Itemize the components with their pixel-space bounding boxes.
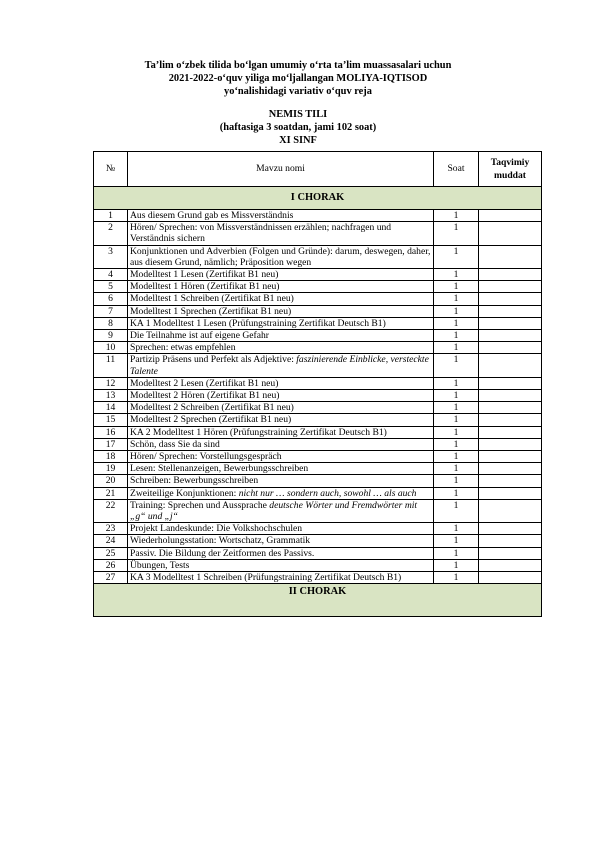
topic-italic-text: nicht nur … sondern auch, sowohl … als auch — [238, 487, 417, 499]
row-hours: 1 — [434, 245, 479, 268]
row-number: 23 — [94, 523, 128, 535]
table-row — [94, 330, 542, 342]
row-deadline — [479, 547, 542, 559]
row-topic — [128, 269, 434, 281]
row-hours: 1 — [434, 414, 479, 426]
row-number: 4 — [94, 269, 128, 281]
row-topic — [128, 222, 434, 245]
topic-text: Modelltest 2 Sprechen (Zertifikat B1 neu) — [130, 414, 292, 426]
header-line-1: Ta’lim o‘zbek tilida bo‘lgan umumiy o‘rta ta’lim muassasalari uchun — [144, 60, 452, 71]
curriculum-table — [93, 151, 542, 617]
header-hours: Soat — [434, 152, 479, 187]
header-line-2: 2021-2022-o‘quv yiliga mo‘ljallangan MOLIYA-IQTISOD — [168, 73, 428, 84]
row-topic — [128, 426, 434, 438]
row-deadline — [479, 402, 542, 414]
row-topic — [128, 523, 434, 535]
row-number: 1 — [94, 210, 128, 222]
row-deadline — [479, 559, 542, 571]
row-deadline — [479, 245, 542, 268]
table-row — [94, 414, 542, 426]
table-row — [94, 354, 542, 377]
row-topic — [128, 572, 434, 584]
topic-text: Sprechen: etwas empfehlen — [130, 342, 236, 354]
table-row — [94, 281, 542, 293]
topic-text: Hören/ Sprechen: Vorstellungsgespräch — [130, 451, 282, 463]
table-row — [94, 475, 542, 487]
row-topic — [128, 535, 434, 547]
row-topic — [128, 547, 434, 559]
row-topic — [128, 377, 434, 389]
row-hours: 1 — [434, 402, 479, 414]
row-hours: 1 — [434, 354, 479, 377]
table-row — [94, 377, 542, 389]
row-topic — [128, 475, 434, 487]
row-number: 25 — [94, 547, 128, 559]
section-title: II CHORAK — [94, 584, 542, 617]
row-hours: 1 — [434, 305, 479, 317]
row-hours: 1 — [434, 487, 479, 499]
header-number: № — [94, 152, 128, 187]
row-number: 12 — [94, 377, 128, 389]
row-deadline — [479, 426, 542, 438]
row-hours: 1 — [434, 559, 479, 571]
table-row — [94, 451, 542, 463]
row-hours: 1 — [434, 281, 479, 293]
row-deadline — [479, 451, 542, 463]
row-topic — [128, 402, 434, 414]
topic-text: Modelltest 1 Hören (Zertifikat B1 neu) — [130, 281, 280, 293]
topic-text: Modelltest 1 Lesen (Zertifikat B1 neu) — [130, 269, 279, 281]
table-row — [94, 210, 542, 222]
row-deadline — [479, 390, 542, 402]
topic-text: Die Teilnahme ist auf eigene Gefahr — [130, 330, 270, 342]
topic-text: Training: Sprechen und Aussprache — [130, 499, 270, 511]
row-hours: 1 — [434, 342, 479, 354]
row-number: 11 — [94, 354, 128, 377]
row-topic — [128, 438, 434, 450]
subject-title: NEMIS TILI — [268, 109, 328, 120]
row-number: 16 — [94, 426, 128, 438]
row-deadline — [479, 438, 542, 450]
row-topic — [128, 559, 434, 571]
section-row-2 — [94, 584, 542, 617]
row-deadline — [479, 317, 542, 329]
table-row — [94, 390, 542, 402]
row-number: 22 — [94, 499, 128, 522]
row-hours: 1 — [434, 210, 479, 222]
row-hours: 1 — [434, 499, 479, 522]
topic-italic-text: faszinierende Einblicke, versteckte Talente — [130, 354, 429, 377]
row-number: 7 — [94, 305, 128, 317]
table-row — [94, 547, 542, 559]
row-deadline — [479, 523, 542, 535]
header-topic: Mavzu nomi — [128, 152, 434, 187]
row-deadline — [479, 475, 542, 487]
grade-title: XI SINF — [279, 135, 317, 146]
topic-text: Schön, dass Sie da sind — [130, 438, 220, 450]
row-topic — [128, 317, 434, 329]
table-row — [94, 438, 542, 450]
row-hours: 1 — [434, 572, 479, 584]
row-topic — [128, 390, 434, 402]
subject-header — [0, 108, 596, 147]
topic-text: Modelltest 2 Lesen (Zertifikat B1 neu) — [130, 377, 279, 389]
topic-text: Hören/ Sprechen: von Missverständnissen erzählen; nachfragen und Verständnis sichern — [130, 222, 392, 245]
row-topic — [128, 245, 434, 268]
row-deadline — [479, 535, 542, 547]
row-topic — [128, 414, 434, 426]
table-row — [94, 317, 542, 329]
row-deadline — [479, 342, 542, 354]
topic-text: Modelltest 1 Sprechen (Zertifikat B1 neu) — [130, 305, 292, 317]
table-row — [94, 426, 542, 438]
row-number: 15 — [94, 414, 128, 426]
row-deadline — [479, 330, 542, 342]
row-number: 18 — [94, 451, 128, 463]
row-number: 13 — [94, 390, 128, 402]
row-hours: 1 — [434, 390, 479, 402]
row-topic — [128, 463, 434, 475]
row-hours: 1 — [434, 451, 479, 463]
topic-text: KA 2 Modelltest 1 Hören (Prüfungstraining Zertifikat Deutsch B1) — [130, 426, 387, 438]
topic-italic-text: deutsche Wörter und Fremdwörter mit „g“ und „j“ — [130, 499, 418, 523]
topic-text: Modelltest 1 Schreiben (Zertifikat B1 neu) — [130, 293, 294, 305]
row-deadline — [479, 487, 542, 499]
row-hours: 1 — [434, 317, 479, 329]
row-hours: 1 — [434, 463, 479, 475]
row-hours: 1 — [434, 523, 479, 535]
row-number: 5 — [94, 281, 128, 293]
row-number: 9 — [94, 330, 128, 342]
row-deadline — [479, 499, 542, 522]
row-hours: 1 — [434, 547, 479, 559]
row-deadline — [479, 222, 542, 245]
header-deadline: Taqvimiy muddat — [479, 152, 542, 187]
row-topic — [128, 330, 434, 342]
row-deadline — [479, 269, 542, 281]
table-row — [94, 293, 542, 305]
row-hours: 1 — [434, 535, 479, 547]
topic-text: KA 1 Modelltest 1 Lesen (Prüfungstraining Zertifikat Deutsch B1) — [130, 317, 386, 329]
row-hours: 1 — [434, 222, 479, 245]
row-number: 17 — [94, 438, 128, 450]
table-row — [94, 523, 542, 535]
topic-text: Modelltest 2 Schreiben (Zertifikat B1 neu) — [130, 402, 294, 414]
topic-text: Lesen: Stellenanzeigen, Bewerbungsschreiben — [130, 463, 309, 475]
table-row — [94, 269, 542, 281]
row-topic — [128, 487, 434, 499]
row-number: 24 — [94, 535, 128, 547]
row-deadline — [479, 305, 542, 317]
row-topic — [128, 451, 434, 463]
row-number: 26 — [94, 559, 128, 571]
table-header-row — [94, 152, 542, 187]
section-row-1 — [94, 187, 542, 210]
topic-text: Wiederholungsstation: Wortschatz, Grammatik — [130, 535, 311, 547]
row-hours: 1 — [434, 475, 479, 487]
row-deadline — [479, 414, 542, 426]
table-row — [94, 572, 542, 584]
table-row — [94, 499, 542, 522]
section-title: I CHORAK — [94, 187, 542, 210]
row-topic — [128, 354, 434, 377]
row-topic — [128, 210, 434, 222]
row-number: 2 — [94, 222, 128, 245]
row-topic — [128, 305, 434, 317]
topic-text: Konjunktionen und Adverbien (Folgen und Gründe): darum, deswegen, daher, aus diesem Grund, nämlich; Präposition wegen — [130, 245, 431, 268]
topic-text: Modelltest 2 Hören (Zertifikat B1 neu) — [130, 390, 280, 402]
row-deadline — [479, 572, 542, 584]
row-number: 6 — [94, 293, 128, 305]
table-row — [94, 535, 542, 547]
topic-text: KA 3 Modelltest 1 Schreiben (Prüfungstraining Zertifikat Deutsch B1) — [130, 572, 402, 584]
row-hours: 1 — [434, 269, 479, 281]
row-number: 19 — [94, 463, 128, 475]
row-number: 27 — [94, 572, 128, 584]
row-number: 14 — [94, 402, 128, 414]
row-number: 21 — [94, 487, 128, 499]
table-row — [94, 463, 542, 475]
table-row — [94, 342, 542, 354]
row-hours: 1 — [434, 377, 479, 389]
row-deadline — [479, 354, 542, 377]
topic-text: Passiv. Die Bildung der Zeitformen des Passivs. — [130, 547, 315, 559]
table-row — [94, 245, 542, 268]
row-number: 10 — [94, 342, 128, 354]
row-topic — [128, 293, 434, 305]
row-topic — [128, 281, 434, 293]
row-hours: 1 — [434, 426, 479, 438]
row-deadline — [479, 377, 542, 389]
row-deadline — [479, 281, 542, 293]
table-row — [94, 487, 542, 499]
table-row — [94, 305, 542, 317]
header-line-3: yo‘nalishidagi variativ o‘quv reja — [224, 86, 372, 97]
topic-text: Partizip Präsens und Perfekt als Adjektive: — [130, 354, 297, 366]
table-row — [94, 222, 542, 245]
row-deadline — [479, 210, 542, 222]
row-topic — [128, 499, 434, 522]
row-hours: 1 — [434, 330, 479, 342]
row-number: 3 — [94, 245, 128, 268]
row-number: 8 — [94, 317, 128, 329]
row-topic — [128, 342, 434, 354]
topic-text: Schreiben: Bewerbungsschreiben — [130, 475, 259, 487]
hours-summary: (haftasiga 3 soatdan, jami 102 soat) — [219, 122, 377, 133]
table-row — [94, 402, 542, 414]
topic-text: Aus diesem Grund gab es Missverständnis — [130, 210, 294, 221]
row-hours: 1 — [434, 293, 479, 305]
row-hours: 1 — [434, 438, 479, 450]
topic-text: Projekt Landeskunde: Die Volkshochschulen — [130, 523, 303, 535]
row-number: 20 — [94, 475, 128, 487]
table-row — [94, 559, 542, 571]
document-header — [0, 59, 596, 98]
row-deadline — [479, 293, 542, 305]
row-deadline — [479, 463, 542, 475]
topic-text: Übungen, Tests — [130, 559, 190, 571]
topic-text: Zweiteilige Konjunktionen: — [130, 487, 239, 499]
